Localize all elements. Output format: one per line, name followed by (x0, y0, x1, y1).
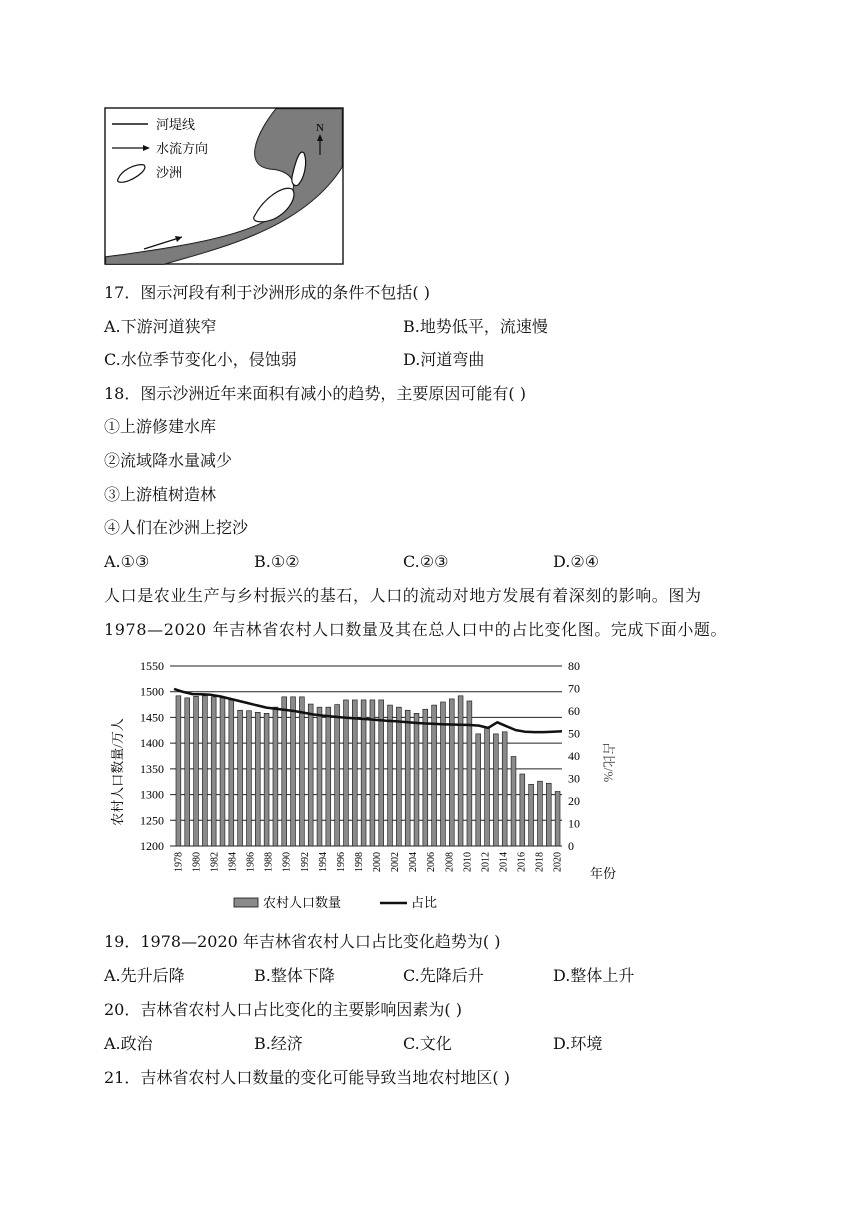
y2-tick-label: 0 (568, 839, 574, 853)
population-bar (308, 704, 313, 846)
x-tick-label: 1984 (227, 852, 239, 872)
population-bar (449, 699, 454, 846)
x-tick-label: 1998 (353, 852, 365, 872)
q17-option-c[interactable]: C.水位季节变化小，侵蚀弱 (104, 350, 297, 369)
population-bar (414, 713, 419, 846)
population-bar (247, 711, 252, 846)
q17-stem: 17．图示河段有利于沙洲形成的条件不包括( ) (104, 283, 430, 302)
population-bar (229, 700, 234, 846)
q19-stem: 19．1978—2020 年吉林省农村人口占比变化趋势为( ) (104, 932, 501, 951)
legend-line-label: 占比 (411, 895, 438, 910)
chart-svg (104, 650, 624, 920)
y2-tick-label: 40 (568, 749, 580, 763)
population-bar (379, 700, 384, 846)
q18-item-4: ④人们在沙洲上挖沙 (104, 518, 249, 537)
passage-line-1: 人口是农业生产与乡村振兴的基石，人口的流动对地方发展有着深刻的影响。图为 (104, 586, 702, 605)
legend-flow-label: 水流方向 (156, 141, 209, 156)
y-tick-label: 1400 (140, 736, 164, 751)
q18-option-d[interactable]: D.②④ (553, 552, 600, 571)
population-bar (520, 774, 525, 846)
q20-option-a[interactable]: A.政治 (104, 1034, 153, 1053)
population-bar (502, 732, 507, 846)
population-bar (511, 757, 516, 846)
x-tick-label: 2004 (408, 852, 420, 872)
population-bar (467, 701, 472, 846)
x-tick-label: 2010 (462, 852, 474, 872)
population-bar (361, 700, 366, 846)
q18-stem: 18．图示沙洲近年来面积有减小的趋势，主要原因可能有( ) (104, 384, 526, 403)
q18-item-2: ②流域降水量减少 (104, 451, 233, 470)
legend-levee-label: 河堤线 (156, 117, 196, 132)
q20-stem: 20．吉林省农村人口占比变化的主要影响因素为( ) (104, 1000, 462, 1019)
north-label: N (316, 122, 324, 134)
population-bar (370, 700, 375, 846)
x-tick-label: 1982 (209, 852, 221, 872)
x-tick-label: 2018 (534, 852, 546, 872)
x-axis-label: 年份 (590, 866, 617, 881)
q19-option-b[interactable]: B.整体下降 (254, 966, 335, 985)
x-tick-label: 1986 (245, 852, 257, 872)
q19-option-a[interactable]: A.先升后降 (104, 966, 185, 985)
population-bar (194, 696, 199, 846)
population-bar (335, 705, 340, 846)
population-bar (344, 700, 349, 846)
population-bar (485, 728, 490, 846)
y-tick-label: 1550 (140, 659, 164, 673)
population-bar (273, 707, 278, 846)
population-bar (291, 697, 296, 846)
x-tick-label: 2012 (480, 852, 492, 872)
q21-stem: 21．吉林省农村人口数量的变化可能导致当地农村地区( ) (104, 1068, 510, 1087)
population-bar (238, 710, 243, 846)
river-map-svg (104, 107, 344, 265)
population-bar (493, 734, 498, 846)
population-bar (211, 697, 216, 846)
x-tick-label: 1992 (299, 852, 311, 872)
river-sandbar-map (104, 107, 344, 265)
population-bar (546, 783, 551, 846)
y-tick-label: 1200 (140, 839, 164, 853)
x-tick-label: 1990 (281, 852, 293, 872)
population-bar (432, 705, 437, 846)
population-bar (388, 705, 393, 846)
q18-option-a[interactable]: A.①③ (104, 552, 150, 571)
q20-option-b[interactable]: B.经济 (254, 1034, 303, 1053)
x-tick-label: 2016 (516, 852, 528, 872)
population-bar (202, 696, 207, 846)
x-tick-label: 1980 (191, 852, 203, 872)
population-bar (352, 700, 357, 846)
y2-tick-label: 20 (568, 794, 580, 808)
x-tick-label: 1988 (263, 852, 275, 872)
passage-line-2: 1978—2020 年吉林省农村人口数量及其在总人口中的占比变化图。完成下面小题。 (104, 620, 728, 639)
y-tick-label: 1300 (140, 787, 164, 802)
q17-option-a[interactable]: A.下游河道狭窄 (104, 317, 217, 336)
x-tick-label: 2000 (372, 852, 384, 872)
population-bar (264, 713, 269, 846)
q18-option-c[interactable]: C.②③ (403, 552, 449, 571)
y2-tick-label: 30 (568, 771, 580, 786)
population-bar (423, 709, 428, 846)
population-bar (220, 698, 225, 846)
population-bar (458, 696, 463, 846)
x-tick-label: 1994 (317, 852, 329, 872)
x-tick-label: 1978 (173, 852, 185, 872)
x-tick-label: 2008 (444, 852, 456, 872)
legend-bar-label: 农村人口数量 (263, 895, 342, 910)
q20-option-c[interactable]: C.文化 (403, 1034, 452, 1053)
y2-tick-label: 60 (568, 704, 580, 718)
q20-option-d[interactable]: D.环境 (553, 1034, 603, 1053)
y2-axis-label: 占比/% (601, 741, 616, 783)
y2-tick-label: 70 (568, 681, 580, 696)
population-bar (317, 707, 322, 846)
q17-option-d[interactable]: D.河道弯曲 (403, 350, 485, 369)
population-bar (538, 781, 543, 846)
y2-tick-label: 80 (568, 659, 580, 673)
population-bar (185, 698, 190, 846)
q18-item-1: ①上游修建水库 (104, 417, 217, 436)
legend-bar-swatch (234, 898, 258, 907)
q18-option-b[interactable]: B.①② (254, 552, 300, 571)
x-tick-label: 2006 (426, 852, 438, 872)
y-tick-label: 1450 (140, 710, 164, 725)
population-bar (299, 697, 304, 846)
y-tick-label: 1350 (140, 761, 164, 776)
y-tick-label: 1250 (140, 813, 164, 828)
population-bar (555, 791, 560, 846)
population-bar (326, 707, 331, 846)
q18-item-3: ③上游植树造林 (104, 485, 217, 504)
population-bar (176, 696, 181, 846)
x-tick-label: 1996 (335, 852, 347, 872)
x-tick-label: 2014 (498, 852, 510, 872)
population-bar (282, 697, 287, 846)
legend-sandbar-label: 沙洲 (156, 165, 183, 180)
y-tick-label: 1500 (140, 684, 164, 699)
population-bar (405, 710, 410, 846)
y2-tick-label: 10 (568, 816, 580, 831)
population-bar (476, 734, 481, 846)
population-bar (255, 712, 260, 846)
q17-option-b[interactable]: B.地势低平，流速慢 (403, 317, 548, 336)
population-bar (529, 784, 534, 846)
population-bar (396, 707, 401, 846)
x-tick-label: 2002 (390, 852, 402, 872)
q19-option-c[interactable]: C.先降后升 (403, 966, 484, 985)
x-tick-label: 2020 (552, 852, 564, 872)
y2-tick-label: 50 (568, 726, 580, 741)
rural-population-chart (104, 650, 624, 920)
q19-option-d[interactable]: D.整体上升 (553, 966, 635, 985)
y-axis-label: 农村人口数量/万人 (110, 718, 125, 826)
